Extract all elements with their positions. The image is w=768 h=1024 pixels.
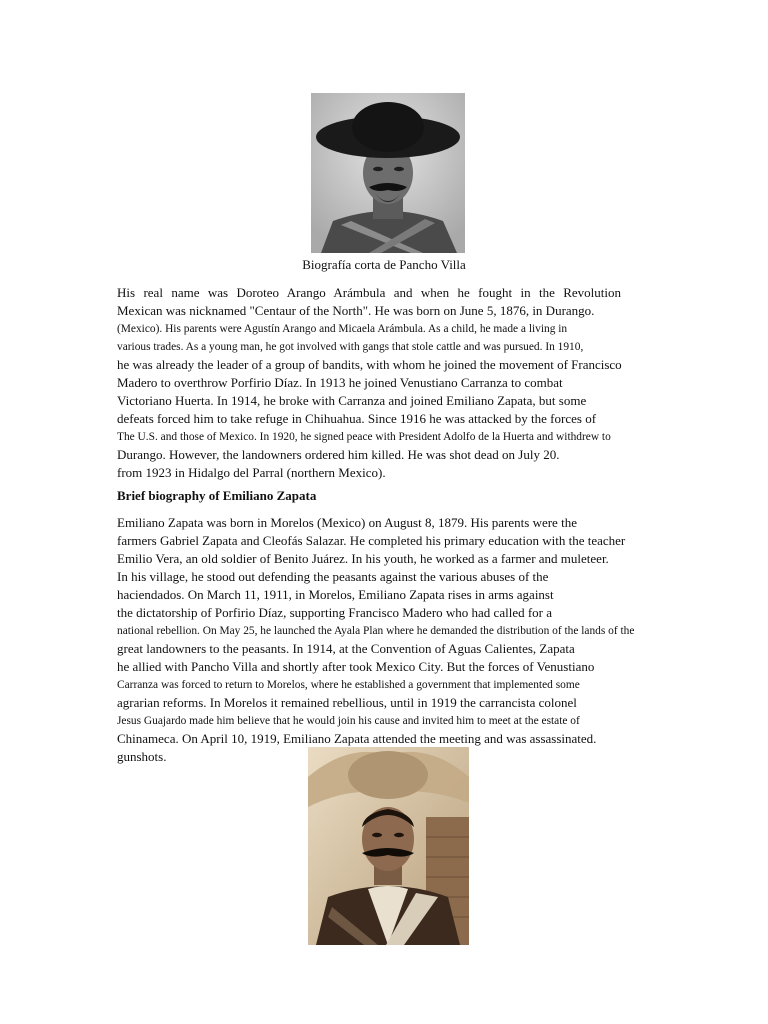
zapata-line: great landowners to the peasants. In 1914, at the Convention of Aguas Calientes, Zapata (117, 641, 575, 656)
zapata-line: Emiliano Zapata was born in Morelos (Mexico) on August 8, 1879. His parents were the (117, 515, 577, 530)
zapata-line: Jesus Guajardo made him believe that he would join his cause and invited him to meet at the estate of (117, 715, 580, 727)
zapata-line: farmers Gabriel Zapata and Cleofás Salazar. He completed his primary education with the teacher (117, 533, 626, 548)
villa-line: defeats forced him to take refuge in Chihuahua. Since 1916 he was attacked by the forces of (117, 411, 597, 426)
villa-line: Durango. However, the landowners ordered him killed. He was shot dead on July 20. (117, 447, 560, 462)
zapata-line: agrarian reforms. In Morelos it remained rebellious, until in 1919 the carrancista colonel (117, 695, 577, 710)
zapata-line: Carranza was forced to return to Morelos, where he established a government that implemented some (117, 679, 580, 691)
pancho-villa-portrait (311, 93, 465, 253)
zapata-line: national rebellion. On May 25, he launched the Ayala Plan where he demanded the distribution of the lands of the (117, 625, 635, 637)
zapata-line: Emilio Vera, an old soldier of Benito Juárez. In his youth, he worked as a farmer and muleteer. (117, 551, 609, 566)
villa-line: various trades. As a young man, he got involved with gangs that stole cattle and was pursued. In 1910, (117, 341, 584, 353)
zapata-line: gunshots. (117, 749, 167, 764)
villa-line: The U.S. and those of Mexico. In 1920, he signed peace with President Adolfo de la Huerta and withdrew to (117, 431, 611, 443)
zapata-heading: Brief biography of Emiliano Zapata (117, 488, 317, 503)
villa-line: (Mexico). His parents were Agustín Arango and Micaela Arámbula. As a child, he made a living in (117, 323, 568, 335)
villa-line: Victoriano Huerta. In 1914, he broke with Carranza and joined Emiliano Zapata, but some (117, 393, 587, 408)
emiliano-zapata-portrait (308, 747, 469, 945)
villa-biography (117, 284, 697, 482)
zapata-line: Chinameca. On April 10, 1919, Emiliano Zapata attended the meeting and was assassinated. (117, 731, 597, 746)
zapata-line: haciendados. On March 11, 1911, in Morelos, Emiliano Zapata rises in arms against (117, 587, 554, 602)
villa-line: Madero to overthrow Porfirio Díaz. In 1913 he joined Venustiano Carranza to combat (117, 375, 563, 390)
zapata-line: he allied with Pancho Villa and shortly after took Mexico City. But the forces of Venustiano (117, 659, 595, 674)
villa-line: His real name was Doroteo Arango Arámbula and when he fought in the Revolution (117, 285, 621, 300)
villa-line: he was already the leader of a group of bandits, with whom he joined the movement of Francisco (117, 357, 622, 372)
zapata-line: In his village, he stood out defending the peasants against the various abuses of the (117, 569, 549, 584)
zapata-biography (117, 514, 697, 766)
villa-line: Mexican was nicknamed "Centaur of the North". He was born on June 5, 1876, in Durango. (117, 303, 595, 318)
villa-caption: Biografía corta de Pancho Villa (302, 257, 466, 272)
zapata-line: the dictatorship of Porfirio Díaz, supporting Francisco Madero who had called for a (117, 605, 553, 620)
villa-line: from 1923 in Hidalgo del Parral (northern Mexico). (117, 465, 386, 480)
